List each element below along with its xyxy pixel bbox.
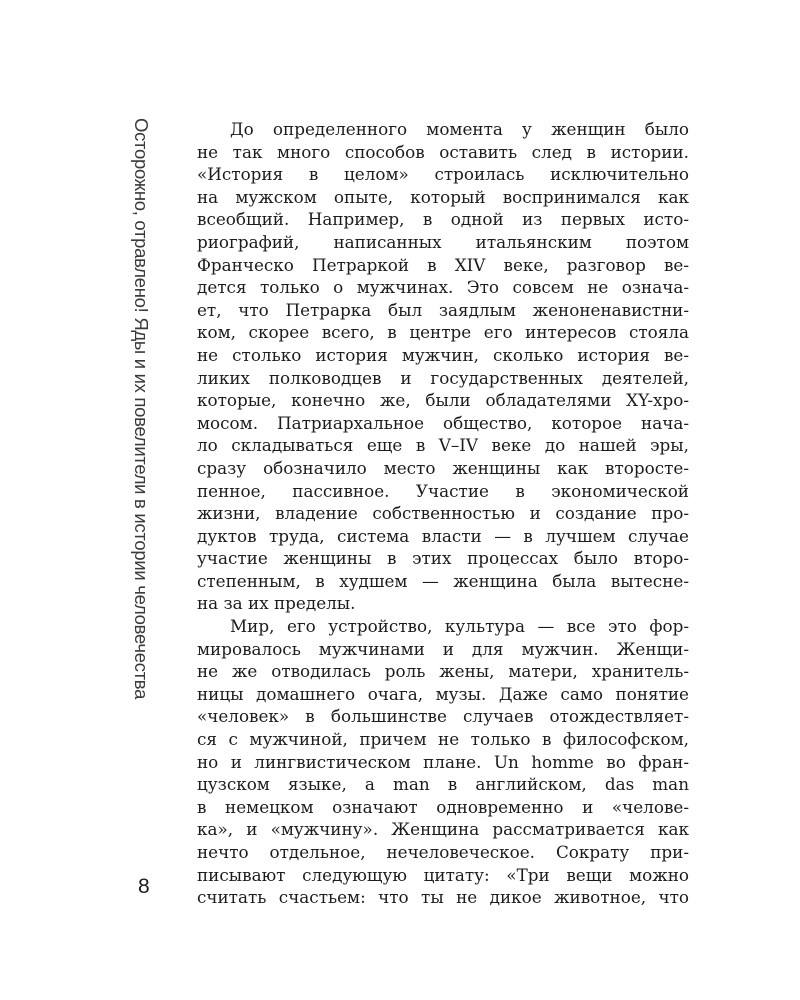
text-line: нечто отдельное, нечеловеческое. Сократу при-	[197, 842, 689, 862]
text-line: сразу обозначило место женщины как второсте-	[197, 457, 689, 478]
text-line: не столько история мужчин, сколько история ве-	[197, 344, 689, 365]
text-line: До определенного момента у женщин было	[230, 119, 689, 139]
text-line: ликих полководцев и государственных деятелей,	[197, 367, 689, 388]
text-line: на за их пределы.	[197, 593, 356, 614]
text-line: в немецком означают одновременно и «челове-	[197, 796, 689, 817]
text-line: мосом. Патриархальное общество, которое нача-	[197, 412, 689, 433]
text-line: Франческо Петраркой в XIV веке, разговор ве-	[197, 254, 689, 275]
text-line: ком, скорее всего, в центре его интересов стояла	[197, 322, 689, 343]
text-line: дется только о мужчинах. Это совсем не означа-	[197, 277, 689, 298]
text-line: жизни, владение собственностью и создание про-	[197, 503, 689, 524]
paragraph-1	[197, 118, 689, 615]
text-line: степенным, в худшем — женщина была вытесне-	[197, 570, 689, 591]
text-line: участие женщины в этих процессах было второ-	[197, 548, 689, 569]
text-line: всеобщий. Например, в одной из первых исто-	[197, 209, 689, 230]
running-head: Осторожно, отравлено! Яды и их повелители в истории человечества	[131, 118, 152, 700]
text-line: которые, конечно же, были обладателями XY-хро-	[197, 390, 689, 411]
text-line: ло складываться еще в V–IV веке до нашей эры,	[197, 435, 689, 456]
text-line: «История в целом» строилась исключительно	[197, 164, 689, 185]
body-text	[197, 118, 689, 909]
text-line: цузском языке, а man в английском, das man	[197, 774, 689, 795]
page-number: 8	[138, 875, 150, 898]
text-line: но и лингвистическом плане. Un homme во фран-	[197, 751, 689, 772]
text-line: «человек» в большинстве случаев отождествляет-	[197, 706, 689, 727]
text-line: Мир, его устройство, культура — все это фор-	[230, 616, 689, 637]
text-line: ка», и «мужчину». Женщина рассматривается как	[197, 819, 689, 840]
text-line: риографий, написанных итальянским поэтом	[197, 231, 689, 252]
text-line: не же отводилась роль жены, матери, хранитель-	[197, 661, 689, 682]
text-line: не так много способов оставить след в истории.	[197, 141, 689, 162]
text-line: на мужском опыте, который воспринимался как	[197, 186, 689, 207]
text-line: ет, что Петрарка был заядлым женоненавистни-	[197, 299, 689, 320]
text-line: мировалось мужчинами и для мужчин. Женщи-	[197, 638, 689, 659]
text-line: ницы домашнего очага, музы. Даже само понятие	[197, 683, 689, 704]
text-line: считать счастьем: что ты не дикое животное, что	[197, 887, 689, 908]
paragraph-2	[197, 615, 689, 909]
text-line: писывают следующую цитату: «Три вещи можно	[197, 864, 689, 885]
text-line: дуктов труда, система власти — в лучшем случае	[197, 525, 689, 546]
text-line: ся с мужчиной, причем не только в философском,	[197, 729, 689, 750]
text-line: пенное, пассивное. Участие в экономической	[197, 480, 689, 501]
